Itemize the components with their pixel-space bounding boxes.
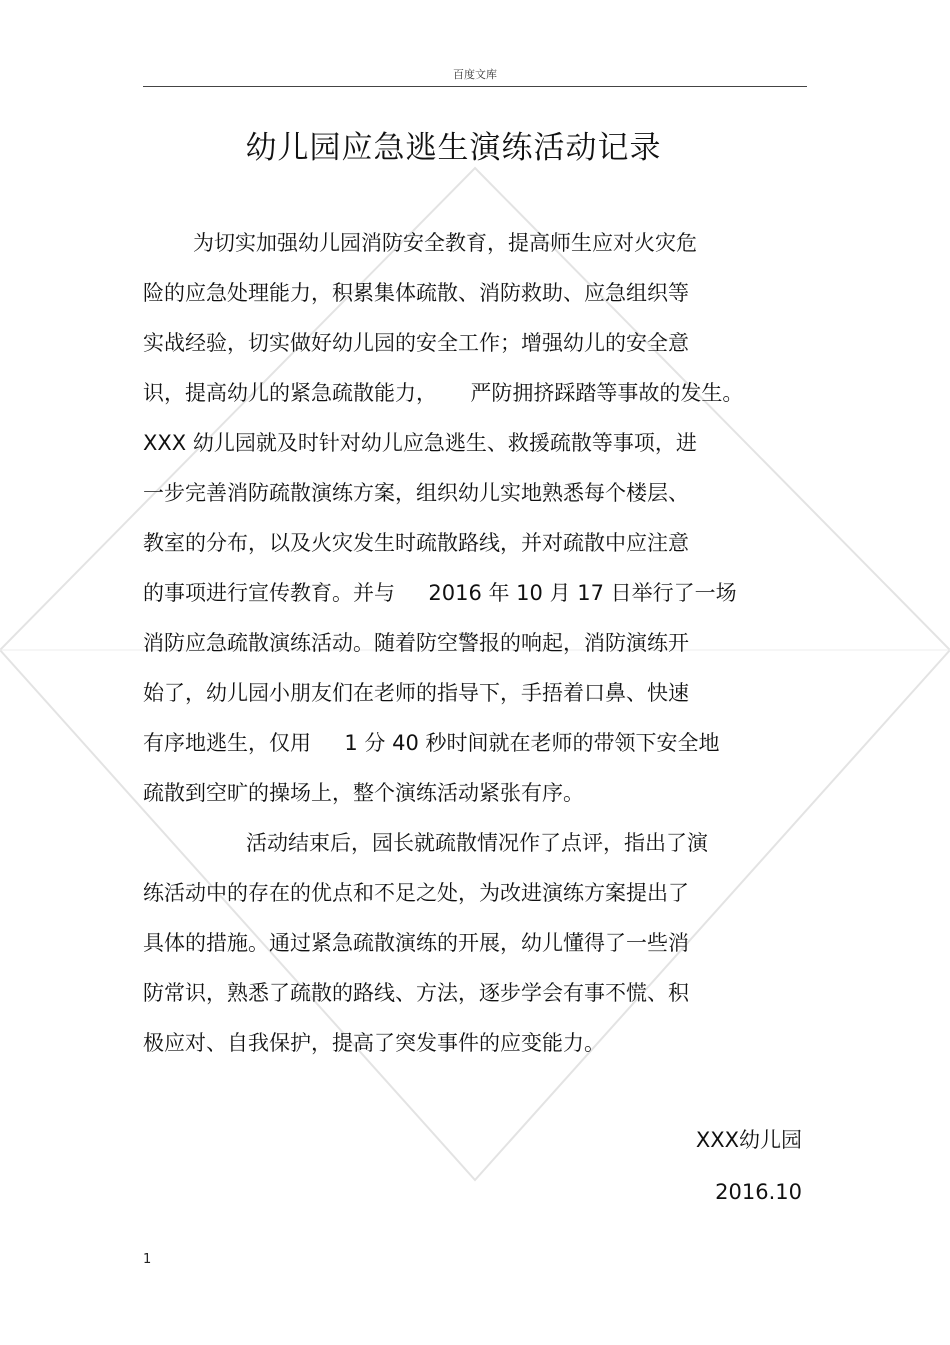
header-divider <box>143 86 807 87</box>
body-line: 防常识，熟悉了疏散的路线、方法，逐步学会有事不慌、积 <box>143 981 689 1005</box>
body-line: 有序地逃生，仅用 1 分 40 秒时间就在老师的带领下安全地 <box>143 731 720 755</box>
header-site-name: 百度文库 <box>453 68 497 81</box>
body-line: 消防应急疏散演练活动。随着防空警报的响起，消防演练开 <box>143 631 689 655</box>
body-line: 极应对、自我保护，提高了突发事件的应变能力。 <box>143 1031 605 1055</box>
body-line: 险的应急处理能力，积累集体疏散、消防救助、应急组织等 <box>143 281 689 305</box>
body-line: 始了，幼儿园小朋友们在老师的指导下，手捂着口鼻、快速 <box>143 681 689 705</box>
signature-date: 2016.10 <box>715 1180 802 1204</box>
body-line: 为切实加强幼儿园消防安全教育，提高师生应对火灾危 <box>193 231 697 255</box>
signature-organization: XXX幼儿园 <box>695 1128 802 1152</box>
body-line: 教室的分布，以及火灾发生时疏散路线，并对疏散中应注意 <box>143 531 689 555</box>
body-line: 实战经验，切实做好幼儿园的安全工作；增强幼儿的安全意 <box>143 331 689 355</box>
body-line: XXX 幼儿园就及时针对幼儿应急逃生、救援疏散等事项，进 <box>143 431 697 455</box>
document-title: 幼儿园应急逃生演练活动记录 <box>245 130 662 166</box>
body-line: 具体的措施。通过紧急疏散演练的开展，幼儿懂得了一些消 <box>143 931 689 955</box>
body-line: 一步完善消防疏散演练方案，组织幼儿实地熟悉每个楼层、 <box>143 481 689 505</box>
body-line: 的事项进行宣传教育。并与 2016 年 10 月 17 日举行了一场 <box>143 581 737 605</box>
body-line: 疏散到空旷的操场上，整个演练活动紧张有序。 <box>143 781 584 805</box>
page-number: 1 <box>143 1252 152 1267</box>
body-line: 活动结束后，园长就疏散情况作了点评，指出了演 <box>246 831 708 855</box>
body-line: 识，提高幼儿的紧急疏散能力， 严防拥挤踩踏等事故的发生。 <box>143 381 744 405</box>
body-line: 练活动中的存在的优点和不足之处，为改进演练方案提出了 <box>143 881 689 905</box>
